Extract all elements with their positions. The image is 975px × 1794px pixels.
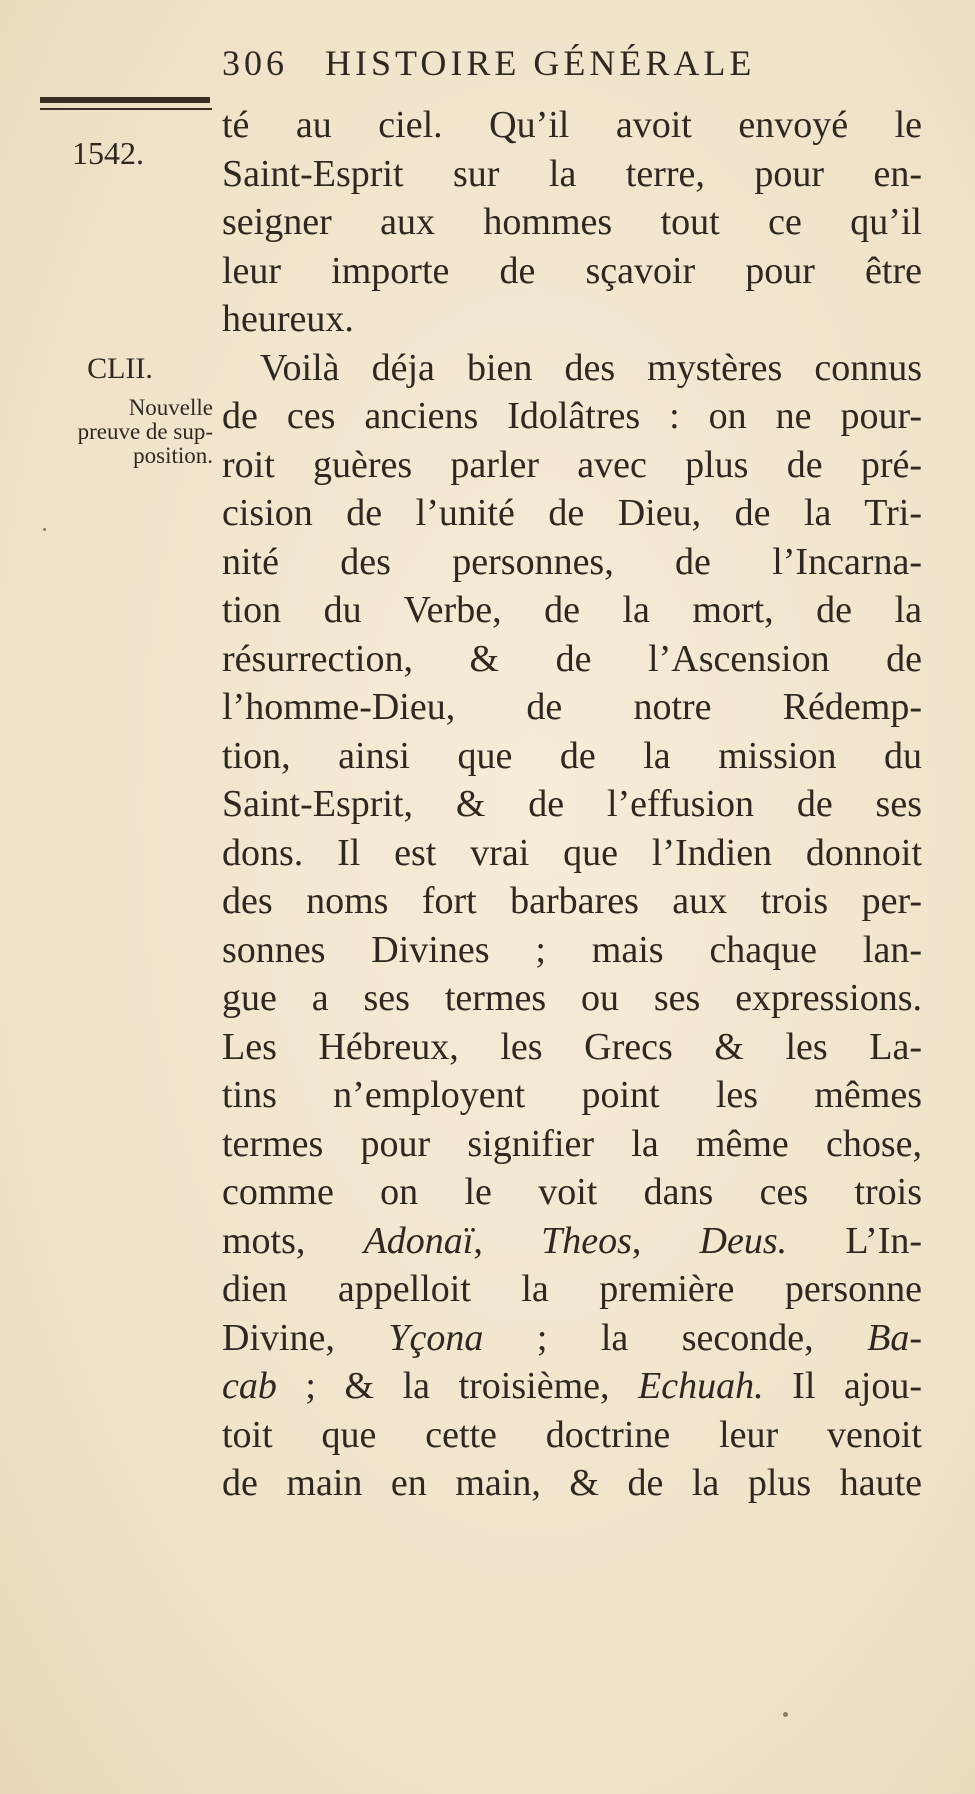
text-run: mots, <box>222 1219 364 1262</box>
text-run: cision de l’unité de Dieu, de la Tri- <box>222 492 922 534</box>
italic-run: Adonaï <box>363 1219 474 1262</box>
text-run: gue a ses termes ou ses expressions. <box>222 977 922 1019</box>
text-run: Divine, <box>222 1316 389 1359</box>
text-run: té au ciel. Qu’il avoit envoyé le <box>222 104 922 146</box>
side-note-line: preuve de sup- <box>77 419 213 444</box>
text-line <box>222 101 922 150</box>
text-run: dien appelloit la première personne <box>222 1268 922 1310</box>
side-note-line: position. <box>133 443 213 468</box>
rule-thick <box>40 97 210 103</box>
text-line <box>222 974 922 1023</box>
text-line <box>222 150 922 199</box>
page-number: 306 <box>222 43 288 83</box>
text-line <box>222 1411 922 1460</box>
text-line <box>222 1362 922 1411</box>
text-line <box>222 247 922 296</box>
text-line <box>222 1168 922 1217</box>
body-text <box>222 101 922 1508</box>
text-run: tion du Verbe, de la mort, de la <box>222 589 922 631</box>
text-run: Saint-Esprit sur la terre, pour en- <box>222 152 922 195</box>
text-run: termes pour signifier la même chose, <box>222 1122 922 1165</box>
margin-year: 1542. <box>72 135 144 171</box>
text-line <box>222 732 922 781</box>
text-run: leur importe de sçavoir pour être <box>222 249 922 292</box>
text-line <box>222 198 922 247</box>
text-line <box>222 441 922 490</box>
italic-run: Theos <box>541 1219 632 1262</box>
text-run: , <box>473 1219 542 1262</box>
text-line <box>222 1314 922 1363</box>
text-run: l’homme-Dieu, de notre Rédemp- <box>222 686 922 728</box>
text-run: Voilà déja bien des mystères connus <box>260 346 922 389</box>
text-run: dons. Il est vrai que l’Indien donnoit <box>222 831 922 874</box>
text-run: de ces anciens Idolâtres : on ne pour- <box>222 395 922 437</box>
text-run: ; la seconde, <box>483 1316 868 1359</box>
text-run: seigner aux hommes tout ce qu’il <box>222 201 922 243</box>
text-run: résurrection, & de l’Ascension de <box>222 637 922 680</box>
text-line <box>222 635 922 684</box>
running-header <box>222 42 922 84</box>
text-run: L’In- <box>787 1219 923 1262</box>
text-run: nité des personnes, de l’Incarna- <box>222 540 922 583</box>
text-line <box>222 1120 922 1169</box>
text-line <box>222 829 922 878</box>
text-run: tins n’employent point les mêmes <box>222 1074 922 1116</box>
text-line <box>222 586 922 635</box>
text-run: Saint-Esprit, & de l’effusion de ses <box>222 783 922 825</box>
text-line <box>222 1071 922 1120</box>
text-run: sonnes Divines ; mais chaque lan- <box>222 928 922 971</box>
italic-run: Deus. <box>699 1219 788 1262</box>
text-run: , <box>631 1219 700 1262</box>
paper-speck <box>783 1712 788 1717</box>
text-run: Il ajou- <box>763 1365 922 1407</box>
rule-thin <box>40 108 212 110</box>
text-line <box>222 489 922 538</box>
paper-speck <box>43 528 46 531</box>
text-line <box>222 538 922 587</box>
text-run: Les Hébreux, les Grecs & les La- <box>222 1025 922 1068</box>
text-run: des noms fort barbares aux trois per- <box>222 880 922 922</box>
italic-run: Ba- <box>867 1316 922 1359</box>
text-line <box>222 780 922 829</box>
text-line <box>222 1217 922 1266</box>
running-title: HISTOIRE GÉNÉRALE <box>325 43 756 83</box>
text-run: heureux. <box>222 298 354 340</box>
text-line <box>222 926 922 975</box>
margin-rule <box>40 97 212 111</box>
text-line <box>222 1459 922 1508</box>
text-line <box>222 1265 922 1314</box>
italic-run: cab <box>222 1365 277 1407</box>
italic-run: Yçona <box>388 1316 484 1359</box>
text-line <box>222 295 922 344</box>
text-run: roit guères parler avec plus de pré- <box>222 443 922 486</box>
text-line <box>222 344 922 393</box>
text-run: toit que cette doctrine leur venoit <box>222 1413 922 1456</box>
text-run: ; & la troisième, <box>276 1365 639 1407</box>
text-run: tion, ainsi que de la mission du <box>222 734 922 777</box>
text-run: de main en main, & de la plus haute <box>222 1462 922 1504</box>
section-number: CLII. <box>87 352 153 385</box>
text-line <box>222 877 922 926</box>
text-line <box>222 1023 922 1072</box>
text-line <box>222 392 922 441</box>
side-note-line: Nouvelle <box>128 395 213 420</box>
text-line <box>222 683 922 732</box>
side-note <box>28 396 213 468</box>
text-run: comme on le voit dans ces trois <box>222 1171 922 1213</box>
italic-run: Echuah. <box>638 1365 764 1407</box>
